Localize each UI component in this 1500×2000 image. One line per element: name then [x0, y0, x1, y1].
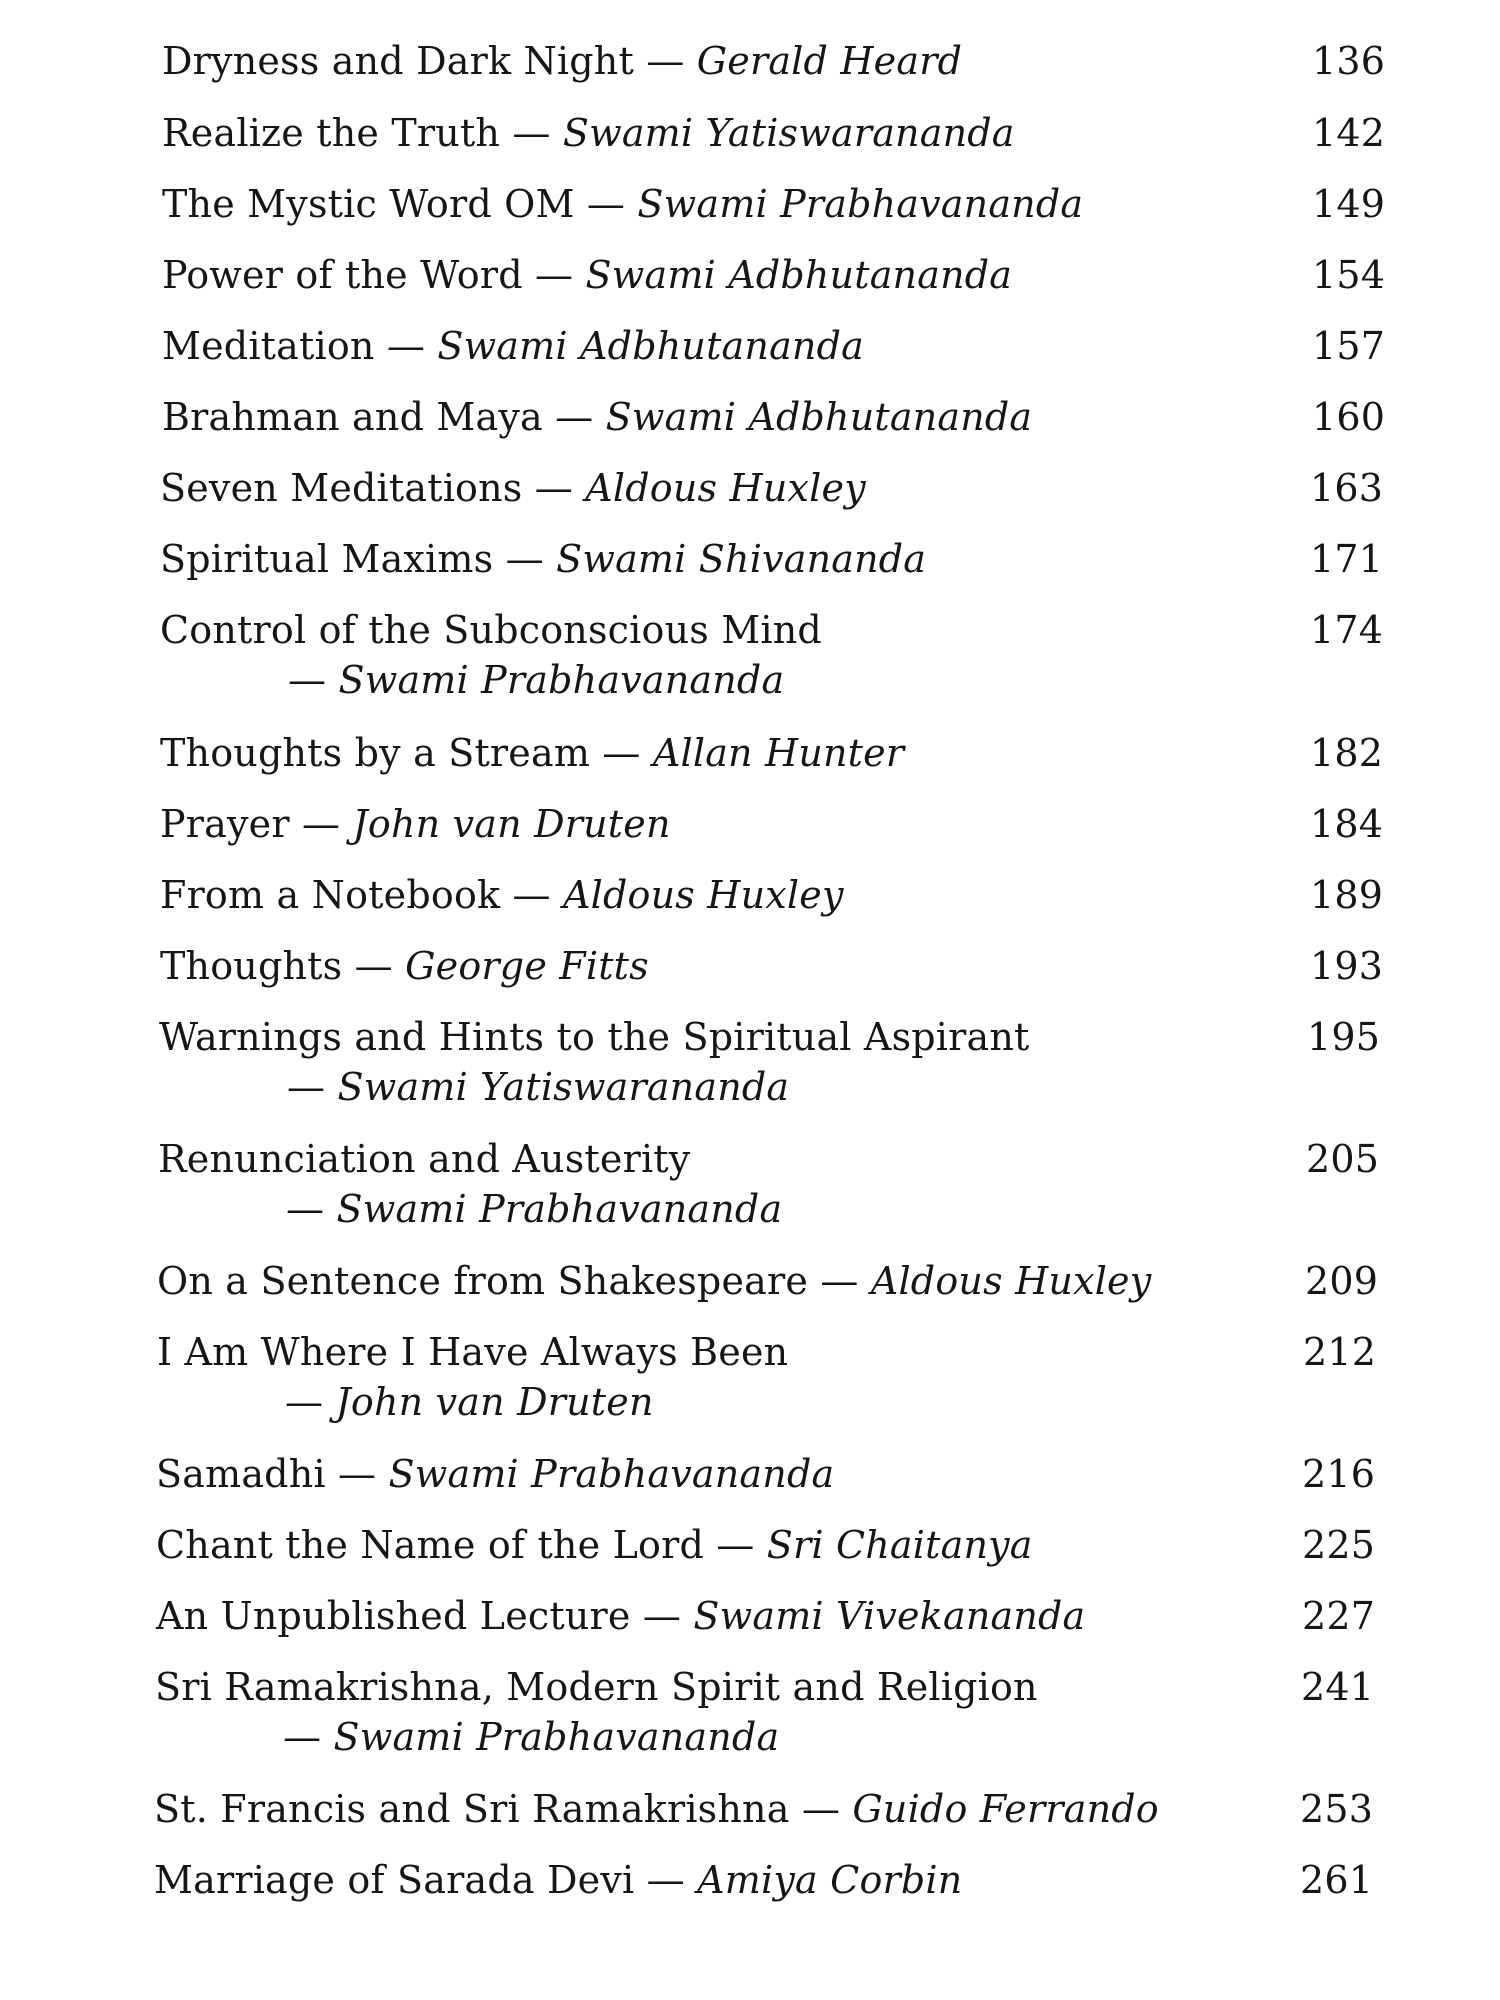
entry-author: Swami Yatiswarananda: [562, 111, 1015, 155]
entry-title: The Mystic Word OM: [162, 182, 575, 226]
entry-dash: —: [505, 537, 544, 581]
entry-author: Swami Prabhavananda: [637, 182, 1084, 226]
entry-author: George Fitts: [405, 944, 649, 988]
toc-entry-line: [162, 36, 1462, 86]
entry-title: Samadhi: [156, 1452, 326, 1496]
entry-title: Brahman and Maya: [162, 395, 543, 439]
entry-author: Swami Shivananda: [556, 537, 927, 581]
entry-page-number: 193: [1310, 944, 1384, 988]
toc-entry: [160, 728, 1460, 778]
entry-title: An Unpublished Lecture: [156, 1594, 631, 1638]
entry-author: Swami Adbhutananda: [585, 253, 1013, 297]
entry-page-number: 182: [1310, 731, 1384, 775]
entry-author: Sri Chaitanya: [766, 1523, 1033, 1567]
toc-entry: [156, 1591, 1456, 1641]
entry-title: Sri Ramakrishna, Modern Spirit and Religion: [155, 1665, 1038, 1709]
toc-entry: [160, 534, 1460, 584]
toc-entry: [160, 605, 1460, 705]
entry-author: Allan Hunter: [652, 731, 905, 775]
toc-entry: [154, 1784, 1454, 1834]
toc-entry-line: [159, 1012, 1459, 1062]
entry-title: On a Sentence from Shakespeare: [157, 1259, 809, 1303]
toc-entry: [155, 1662, 1455, 1762]
toc-entry-line: [156, 1520, 1456, 1570]
entry-title: Chant the Name of the Lord: [156, 1523, 704, 1567]
entry-dash: —: [288, 658, 327, 702]
entry-page-number: 205: [1306, 1137, 1380, 1181]
entry-page-number: 154: [1312, 253, 1386, 297]
entry-dash: —: [287, 1065, 326, 1109]
entry-title: Spiritual Maxims: [160, 537, 494, 581]
entry-author: John van Druten: [352, 802, 671, 846]
entry-page-number: 136: [1312, 39, 1386, 83]
entry-author: Swami Vivekananda: [693, 1594, 1086, 1638]
entry-title: Marriage of Sarada Devi: [154, 1858, 635, 1902]
toc-entry-line: [160, 728, 1460, 778]
entry-author: Swami Prabhavananda: [336, 1187, 783, 1231]
entry-author: Swami Adbhutananda: [437, 324, 864, 368]
entry-page-number: 163: [1310, 466, 1384, 510]
entry-dash: —: [586, 182, 626, 226]
entry-page-number: 216: [1302, 1452, 1376, 1496]
toc-entry-line: [154, 1855, 1454, 1905]
toc-entry-byline: [155, 1712, 1455, 1762]
entry-title: Dryness and Dark Night: [162, 39, 634, 83]
entry-page-number: 195: [1307, 1015, 1381, 1059]
entry-title: Seven Meditations: [160, 466, 523, 510]
entry-author: Amiya Corbin: [697, 1858, 963, 1902]
entry-dash: —: [338, 1452, 377, 1496]
entry-title: Control of the Subconscious Mind: [160, 608, 822, 652]
entry-title: Power of the Word: [162, 253, 523, 297]
toc-entry-line: [162, 250, 1462, 300]
toc-entry: [156, 1449, 1456, 1499]
entry-author: Gerald Heard: [696, 39, 963, 83]
toc-entry-line: [160, 799, 1460, 849]
toc-entry: [160, 870, 1460, 920]
toc-entry-line: [157, 1327, 1457, 1377]
toc-entry: [162, 250, 1462, 300]
entry-page-number: 212: [1303, 1330, 1377, 1374]
toc-entry: [158, 1134, 1458, 1234]
entry-dash: —: [386, 324, 426, 368]
entry-title: Prayer: [160, 802, 290, 846]
entry-dash: —: [285, 1380, 324, 1424]
toc-entry: [162, 392, 1462, 442]
entry-page-number: 184: [1310, 802, 1384, 846]
toc-entry-byline: [159, 1062, 1459, 1112]
entry-dash: —: [716, 1523, 755, 1567]
toc-entry: [162, 321, 1462, 371]
entry-title: Thoughts: [160, 944, 343, 988]
entry-dash: —: [642, 1594, 682, 1638]
toc-entry-line: [156, 1449, 1456, 1499]
entry-dash: —: [354, 944, 393, 988]
entry-title: From a Notebook: [160, 873, 501, 917]
toc-entry: [162, 179, 1462, 229]
toc-entry: [157, 1327, 1457, 1427]
entry-page-number: 160: [1312, 395, 1386, 439]
entry-page-number: 227: [1302, 1594, 1376, 1638]
entry-author: Aldous Huxley: [870, 1259, 1152, 1303]
toc-entry-line: [162, 108, 1462, 158]
toc-entry-line: [156, 1591, 1456, 1641]
entry-dash: —: [283, 1715, 322, 1759]
toc-entry-line: [162, 321, 1462, 371]
entry-dash: —: [286, 1187, 325, 1231]
entry-page-number: 253: [1300, 1787, 1374, 1831]
toc-entry-line: [160, 605, 1460, 655]
entry-author: Guido Ferrando: [852, 1787, 1159, 1831]
entry-page-number: 209: [1305, 1259, 1379, 1303]
toc-entry: [162, 108, 1462, 158]
toc-entry: [157, 1256, 1457, 1306]
entry-dash: —: [535, 253, 574, 297]
toc-entry: [159, 1012, 1459, 1112]
toc-entry-line: [158, 1134, 1458, 1184]
entry-page-number: 189: [1310, 873, 1384, 917]
toc-entry-line: [162, 392, 1462, 442]
entry-page-number: 241: [1301, 1665, 1375, 1709]
entry-dash: —: [602, 731, 641, 775]
toc-entry-line: [160, 870, 1460, 920]
entry-author: Swami Yatiswarananda: [337, 1065, 790, 1109]
toc-entry: [162, 36, 1462, 86]
entry-page-number: 261: [1300, 1858, 1374, 1902]
entry-page-number: 225: [1302, 1523, 1376, 1567]
toc-entry-line: [160, 463, 1460, 513]
entry-dash: —: [801, 1787, 841, 1831]
toc-entry: [160, 941, 1460, 991]
entry-dash: —: [646, 39, 685, 83]
entry-page-number: 171: [1310, 537, 1384, 581]
entry-dash: —: [646, 1858, 685, 1902]
toc-entry: [154, 1855, 1454, 1905]
entry-title: Renunciation and Austerity: [158, 1137, 691, 1181]
toc-entry-byline: [157, 1377, 1457, 1427]
toc-entry-line: [160, 941, 1460, 991]
entry-dash: —: [512, 873, 551, 917]
entry-author: John van Druten: [335, 1380, 654, 1424]
toc-entry-line: [155, 1662, 1455, 1712]
toc-entry-byline: [160, 655, 1460, 705]
toc-entry: [156, 1520, 1456, 1570]
entry-author: Aldous Huxley: [585, 466, 866, 510]
entry-title: Meditation: [162, 324, 375, 368]
toc-entry-line: [154, 1784, 1454, 1834]
toc-entry: [160, 463, 1460, 513]
entry-dash: —: [534, 466, 573, 510]
entry-dash: —: [302, 802, 341, 846]
entry-author: Swami Prabhavananda: [333, 1715, 780, 1759]
entry-title: St. Francis and Sri Ramakrishna: [154, 1787, 790, 1831]
toc-entry-line: [160, 534, 1460, 584]
entry-title: Realize the Truth: [162, 111, 501, 155]
toc-entry-line: [162, 179, 1462, 229]
entry-page-number: 157: [1312, 324, 1386, 368]
toc-entry-line: [157, 1256, 1457, 1306]
entry-dash: —: [820, 1259, 859, 1303]
entry-author: Swami Adbhutananda: [605, 395, 1033, 439]
entry-page-number: 174: [1310, 608, 1384, 652]
entry-dash: —: [555, 395, 594, 439]
entry-title: I Am Where I Have Always Been: [157, 1330, 789, 1374]
entry-page-number: 142: [1312, 111, 1386, 155]
entry-page-number: 149: [1312, 182, 1386, 226]
entry-author: Swami Prabhavananda: [388, 1452, 835, 1496]
entry-dash: —: [512, 111, 551, 155]
entry-author: Aldous Huxley: [563, 873, 844, 917]
entry-title: Warnings and Hints to the Spiritual Aspirant: [159, 1015, 1030, 1059]
entry-title: Thoughts by a Stream: [160, 731, 591, 775]
toc-entry-byline: [158, 1184, 1458, 1234]
entry-author: Swami Prabhavananda: [338, 658, 785, 702]
toc-entry: [160, 799, 1460, 849]
